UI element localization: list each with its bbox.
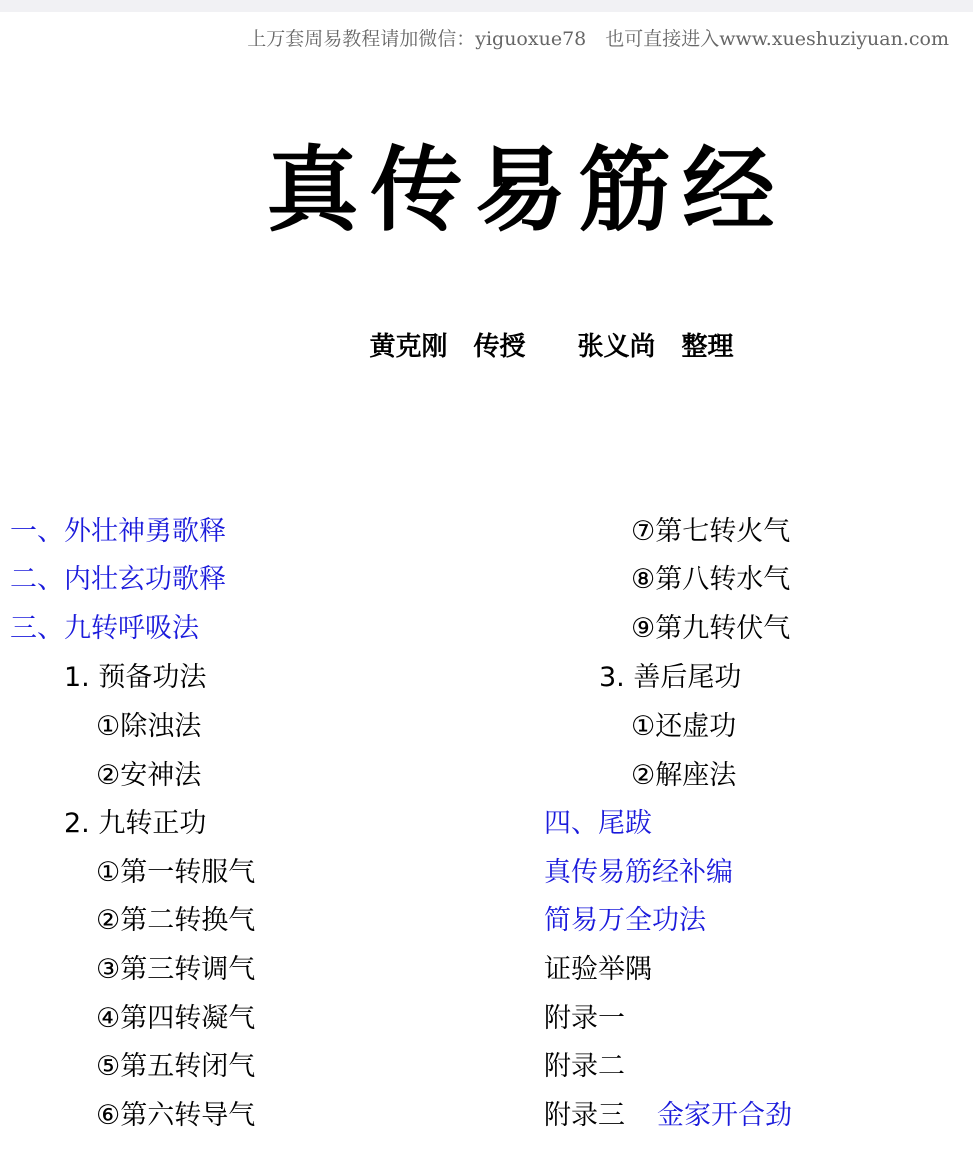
toc-item-zhuan5: ⑤第五转闭气 bbox=[96, 1051, 256, 1082]
toc-item-chuzhuo: ①除浊法 bbox=[96, 711, 202, 742]
toc-item-neizhuang[interactable]: 二、内壮玄功歌释 bbox=[10, 564, 226, 595]
toc-item-fulu3: 附录三 bbox=[544, 1100, 625, 1131]
toc-item-zhenggong: 2. 九转正功 bbox=[64, 808, 207, 839]
toc-item-zhuan2: ②第二转换气 bbox=[96, 905, 256, 936]
toc-item-zhengyan: 证验举隅 bbox=[544, 954, 652, 985]
top-bar bbox=[0, 0, 973, 12]
toc-item-zhuan1: ①第一转服气 bbox=[96, 857, 256, 888]
toc-item-zhuan7: ⑦第七转火气 bbox=[631, 516, 791, 547]
toc-item-yubei: 1. 预备功法 bbox=[64, 662, 207, 693]
toc-item-jinjia[interactable]: 金家开合劲 bbox=[657, 1100, 792, 1131]
header-note: 上万套周易教程请加微信：yiguoxue78 也可直接进入www.xueshuziyuan.com bbox=[247, 28, 949, 50]
toc-item-zhuan6: ⑥第六转导气 bbox=[96, 1100, 256, 1131]
toc-item-bubian[interactable]: 真传易筋经补编 bbox=[544, 857, 733, 888]
toc-item-jiezuo: ②解座法 bbox=[631, 760, 737, 791]
toc-item-waizhuang[interactable]: 一、外壮神勇歌释 bbox=[10, 516, 226, 547]
toc-item-jiuzhuan[interactable]: 三、九转呼吸法 bbox=[10, 613, 199, 644]
toc-item-zhuan3: ③第三转调气 bbox=[96, 954, 256, 985]
toc-item-fulu1: 附录一 bbox=[544, 1003, 625, 1034]
toc-item-zhuan4: ④第四转凝气 bbox=[96, 1003, 256, 1034]
toc-item-weiba[interactable]: 四、尾跋 bbox=[544, 808, 652, 839]
toc-item-zhuan9: ⑨第九转伏气 bbox=[631, 613, 791, 644]
toc-item-fulu2: 附录二 bbox=[544, 1051, 625, 1082]
document-title: 真传易筋经 bbox=[266, 137, 787, 244]
toc-item-huanxu: ①还虚功 bbox=[631, 711, 737, 742]
byline: 黄克刚 传授 张义尚 整理 bbox=[369, 332, 734, 362]
toc-item-shanhou: 3. 善后尾功 bbox=[599, 662, 742, 693]
toc-item-zhuan8: ⑧第八转水气 bbox=[631, 564, 791, 595]
toc-item-wanquan[interactable]: 简易万全功法 bbox=[544, 905, 706, 936]
toc-item-anshen: ②安神法 bbox=[96, 760, 202, 791]
